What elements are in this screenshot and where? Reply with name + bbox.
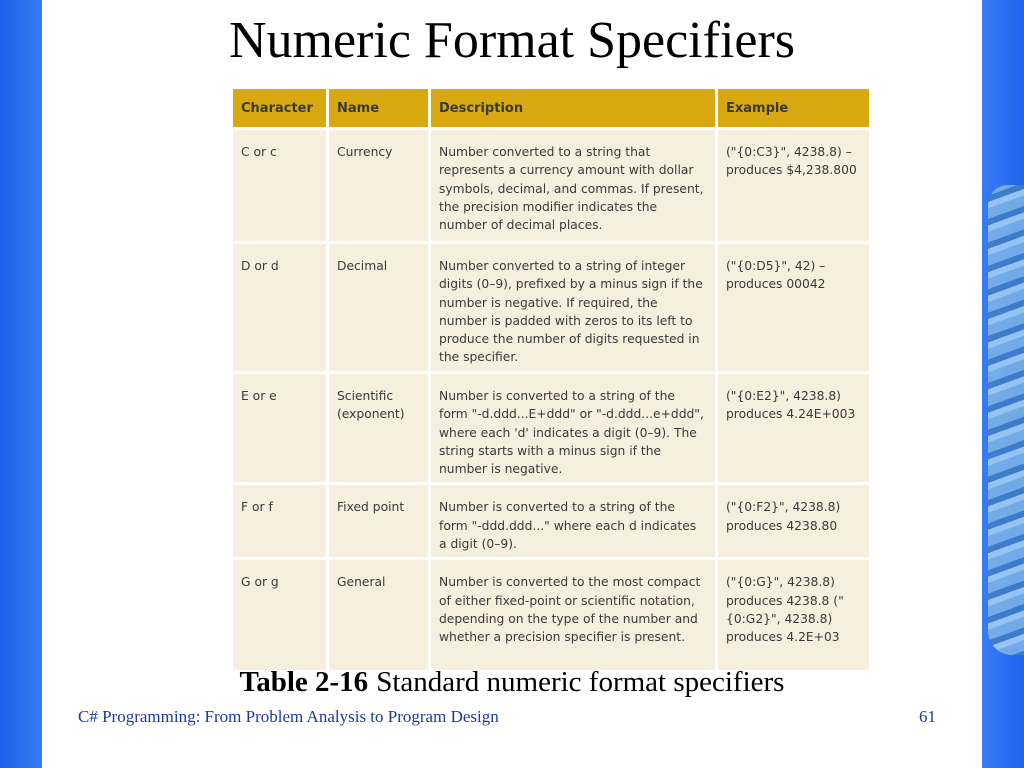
cell-character: E or e	[233, 374, 326, 482]
caption-text: Standard numeric format specifiers	[376, 666, 785, 698]
cell-description: Number converted to a string that represents a currency amount with dollar symbols, decimal, and commas. If present, the precision modifier indicates the number of decimal places.	[431, 130, 715, 241]
cell-name: General	[329, 560, 428, 670]
header-description: Description	[431, 89, 715, 127]
right-background-band	[982, 0, 1024, 768]
cell-example: ("{0:G}", 4238.8) produces 4238.8 ("{0:G2}", 4238.8) produces 4.2E+03	[718, 560, 869, 670]
cell-name: Scientific (exponent)	[329, 374, 428, 482]
cell-description: Number is converted to the most compact of either fixed-point or scientific notation, depending on the type of the number and whether a precision specifier is present.	[431, 560, 715, 670]
left-background-band	[0, 0, 42, 768]
cell-description: Number is converted to a string of the form "-ddd.ddd..." where each d indicates a digit (0–9).	[431, 485, 715, 557]
table-row	[233, 374, 869, 482]
cell-description: Number converted to a string of integer digits (0–9), prefixed by a minus sign if the number is negative. If required, the number is padded with zeros to its left to produce the number of digits requested in the specifier.	[431, 244, 715, 371]
slide-footer: C# Programming: From Problem Analysis to Program Design	[78, 707, 499, 726]
cell-example: ("{0:C3}", 4238.8) – produces $4,238.800	[718, 130, 869, 241]
cell-example: ("{0:E2}", 4238.8) produces 4.24E+003	[718, 374, 869, 482]
page-number: 61	[919, 707, 936, 726]
cell-character: G or g	[233, 560, 326, 670]
slide-title: Numeric Format Specifiers	[228, 12, 796, 69]
table-caption	[42, 666, 982, 699]
cell-example: ("{0:D5}", 42) – produces 00042	[718, 244, 869, 371]
header-example: Example	[718, 89, 869, 127]
cell-character: F or f	[233, 485, 326, 557]
cell-name: Fixed point	[329, 485, 428, 557]
cell-name: Decimal	[329, 244, 428, 371]
table-header-row	[233, 89, 869, 127]
cell-character: C or c	[233, 130, 326, 241]
header-name: Name	[329, 89, 428, 127]
format-specifier-table	[230, 86, 872, 664]
cell-example: ("{0:F2}", 4238.8) produces 4238.80	[718, 485, 869, 557]
table-row	[233, 485, 869, 557]
table-row	[233, 130, 869, 241]
slide-canvas	[42, 0, 982, 768]
cell-character: D or d	[233, 244, 326, 371]
caption-label: Table 2-16	[239, 666, 369, 698]
cell-name: Currency	[329, 130, 428, 241]
table-row	[233, 244, 869, 371]
cell-description: Number is converted to a string of the form "-d.ddd...E+ddd" or "-d.ddd...e+ddd", where each 'd' indicates a digit (0–9). The string starts with a minus sign if the number is negative.	[431, 374, 715, 482]
decorative-tower-image	[988, 185, 1024, 655]
table-row	[233, 560, 869, 670]
header-character: Character	[233, 89, 326, 127]
